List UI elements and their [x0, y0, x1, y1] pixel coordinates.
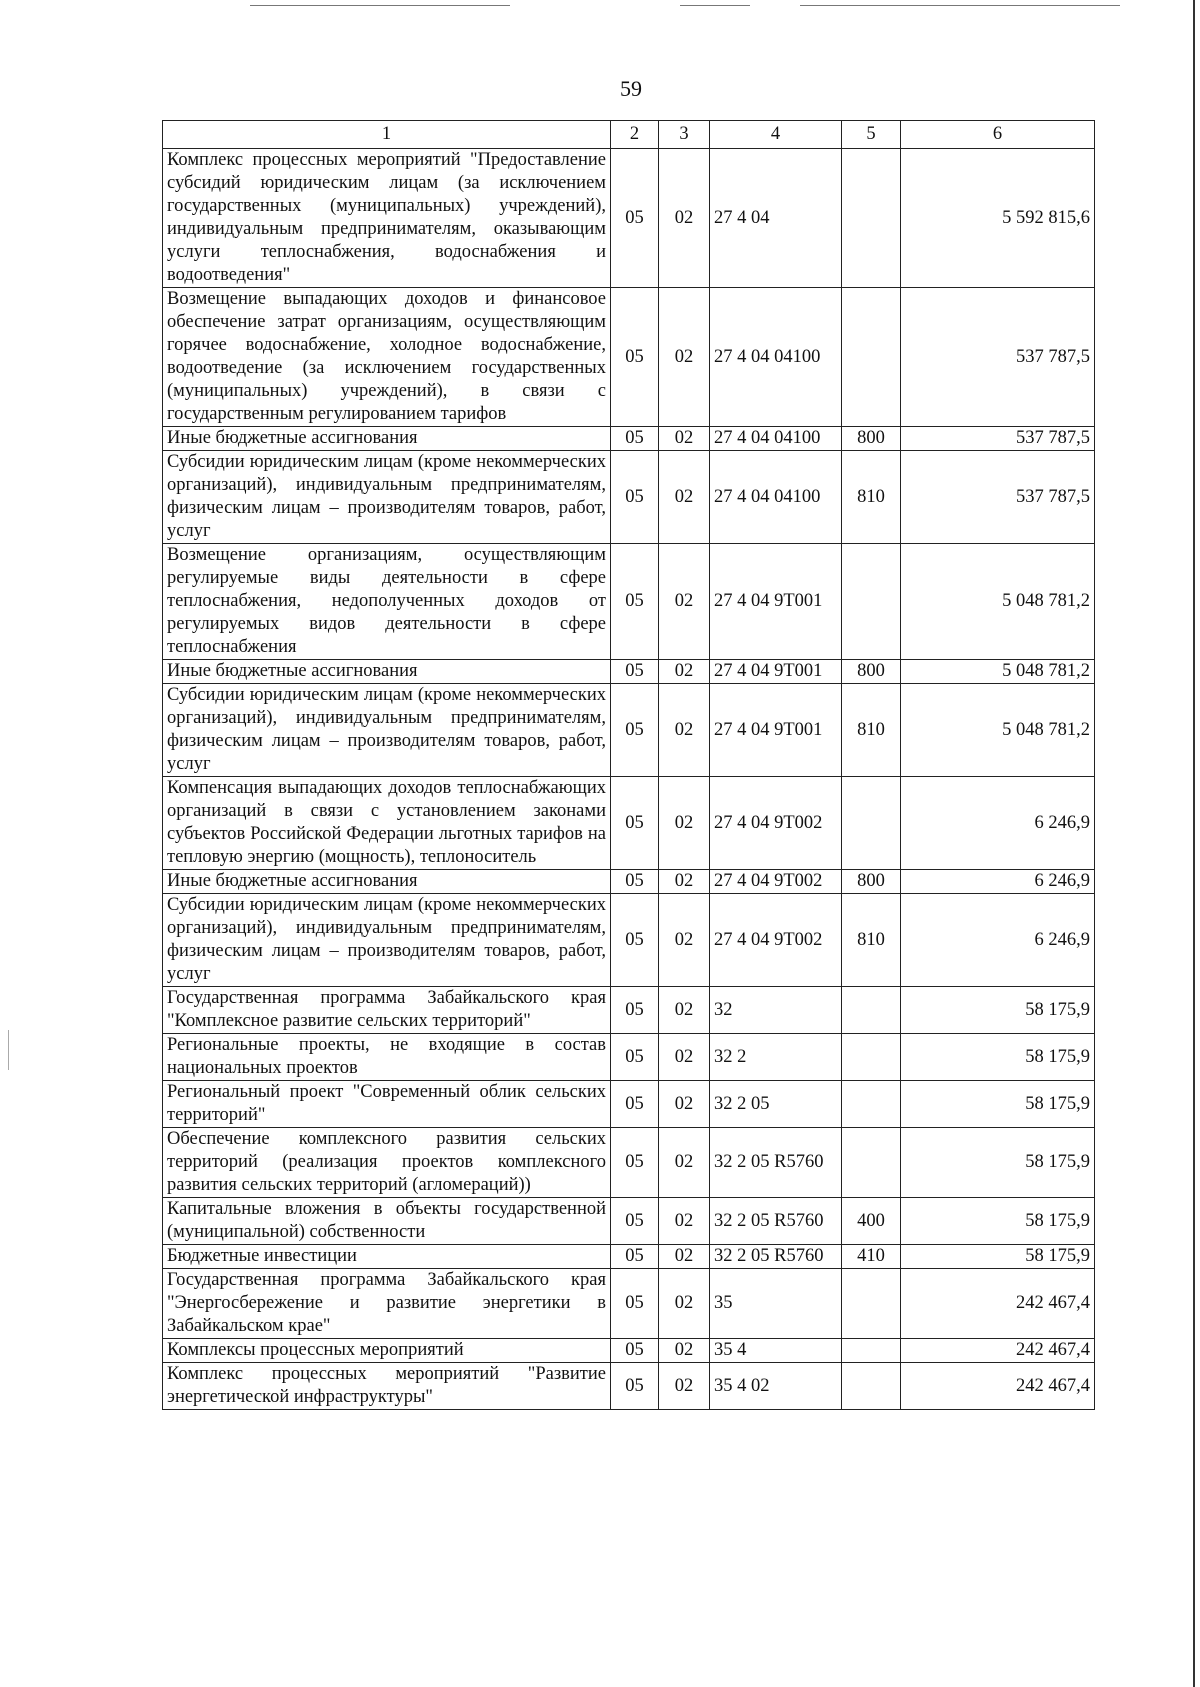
cell-subsection: 02 [659, 451, 710, 544]
cell-name: Бюджетные инвестиции [163, 1245, 611, 1269]
table-row [163, 1128, 1095, 1198]
cell-expense-group: 410 [842, 1245, 901, 1269]
table-row [163, 870, 1095, 894]
column-header-subsection: 3 [659, 121, 710, 149]
cell-amount: 537 787,5 [901, 451, 1095, 544]
cell-amount: 58 175,9 [901, 1198, 1095, 1245]
cell-expense-group: 400 [842, 1198, 901, 1245]
cell-subsection: 02 [659, 870, 710, 894]
cell-amount: 5 592 815,6 [901, 149, 1095, 288]
table-row [163, 1198, 1095, 1245]
cell-subsection: 02 [659, 288, 710, 427]
cell-subsection: 02 [659, 660, 710, 684]
cell-target-article: 27 4 04 9Т001 [710, 544, 842, 660]
table-row [163, 987, 1095, 1034]
cell-target-article: 27 4 04 9Т002 [710, 894, 842, 987]
cell-expense-group [842, 1363, 901, 1410]
table-row [163, 777, 1095, 870]
cell-name: Субсидии юридическим лицам (кроме некоммерческих организаций), индивидуальным предпринимателям, физическим лицам – производителям товаров, работ, услуг [163, 451, 611, 544]
cell-amount: 6 246,9 [901, 894, 1095, 987]
cell-subsection: 02 [659, 1269, 710, 1339]
cell-expense-group: 800 [842, 660, 901, 684]
cell-section: 05 [611, 288, 659, 427]
cell-section: 05 [611, 660, 659, 684]
cell-name: Иные бюджетные ассигнования [163, 660, 611, 684]
cell-expense-group [842, 1034, 901, 1081]
cell-target-article: 27 4 04 04100 [710, 288, 842, 427]
cell-subsection: 02 [659, 544, 710, 660]
cell-expense-group [842, 1128, 901, 1198]
column-header-section: 2 [611, 121, 659, 149]
cell-amount: 537 787,5 [901, 427, 1095, 451]
cell-subsection: 02 [659, 1339, 710, 1363]
cell-target-article: 32 2 [710, 1034, 842, 1081]
cell-name: Субсидии юридическим лицам (кроме некоммерческих организаций), индивидуальным предпринимателям, физическим лицам – производителям товаров, работ, услуг [163, 894, 611, 987]
column-header-amount: 6 [901, 121, 1095, 149]
scan-artifact-right-edge [1193, 0, 1195, 1687]
cell-amount: 242 467,4 [901, 1269, 1095, 1339]
cell-amount: 58 175,9 [901, 1034, 1095, 1081]
page-number: 59 [620, 76, 642, 101]
cell-amount: 5 048 781,2 [901, 684, 1095, 777]
cell-expense-group: 810 [842, 684, 901, 777]
cell-amount: 6 246,9 [901, 777, 1095, 870]
cell-target-article: 27 4 04 04100 [710, 427, 842, 451]
cell-section: 05 [611, 1198, 659, 1245]
cell-name: Государственная программа Забайкальского края "Комплексное развитие сельских территорий" [163, 987, 611, 1034]
table-header-row [163, 121, 1095, 149]
cell-section: 05 [611, 1339, 659, 1363]
cell-subsection: 02 [659, 777, 710, 870]
cell-target-article: 27 4 04 9Т002 [710, 777, 842, 870]
cell-target-article: 32 2 05 R5760 [710, 1128, 842, 1198]
cell-name: Иные бюджетные ассигнования [163, 427, 611, 451]
cell-expense-group [842, 288, 901, 427]
cell-name: Региональные проекты, не входящие в состав национальных проектов [163, 1034, 611, 1081]
cell-expense-group [842, 149, 901, 288]
cell-target-article: 35 [710, 1269, 842, 1339]
column-header-expense-group: 5 [842, 121, 901, 149]
table-row [163, 451, 1095, 544]
cell-target-article: 32 2 05 R5760 [710, 1245, 842, 1269]
cell-subsection: 02 [659, 427, 710, 451]
cell-name: Иные бюджетные ассигнования [163, 870, 611, 894]
cell-section: 05 [611, 894, 659, 987]
table-row [163, 1081, 1095, 1128]
cell-amount: 58 175,9 [901, 987, 1095, 1034]
table-row [163, 894, 1095, 987]
cell-subsection: 02 [659, 684, 710, 777]
cell-expense-group: 810 [842, 894, 901, 987]
table-body [163, 149, 1095, 1410]
cell-target-article: 35 4 02 [710, 1363, 842, 1410]
cell-expense-group [842, 1269, 901, 1339]
scan-artifact-top-line [680, 5, 750, 6]
cell-target-article: 32 2 05 [710, 1081, 842, 1128]
cell-target-article: 35 4 [710, 1339, 842, 1363]
cell-section: 05 [611, 1269, 659, 1339]
cell-expense-group: 810 [842, 451, 901, 544]
cell-target-article: 27 4 04 04100 [710, 451, 842, 544]
cell-name: Капитальные вложения в объекты государственной (муниципальной) собственности [163, 1198, 611, 1245]
cell-target-article: 27 4 04 9Т002 [710, 870, 842, 894]
cell-subsection: 02 [659, 1034, 710, 1081]
cell-name: Государственная программа Забайкальского края "Энергосбережение и развитие энергетики в Забайкальском крае" [163, 1269, 611, 1339]
table-row [163, 1269, 1095, 1339]
cell-amount: 58 175,9 [901, 1081, 1095, 1128]
cell-section: 05 [611, 1081, 659, 1128]
cell-name: Компенсация выпадающих доходов теплоснабжающих организаций в связи с установлением законами субъектов Российской Федерации льготных тарифов на тепловую энергию (мощность), теплоноситель [163, 777, 611, 870]
cell-name: Обеспечение комплексного развития сельских территорий (реализация проектов комплексного развития сельских территорий (агломераций)) [163, 1128, 611, 1198]
cell-target-article: 32 [710, 987, 842, 1034]
cell-section: 05 [611, 451, 659, 544]
cell-target-article: 27 4 04 9Т001 [710, 684, 842, 777]
cell-subsection: 02 [659, 894, 710, 987]
table-row [163, 1363, 1095, 1410]
cell-name: Возмещение организациям, осуществляющим регулируемые виды деятельности в сфере теплоснабжения, недополученных доходов от регулируемых видов деятельности в сфере теплоснабжения [163, 544, 611, 660]
table-row [163, 660, 1095, 684]
table-row [163, 684, 1095, 777]
cell-section: 05 [611, 544, 659, 660]
table-row [163, 427, 1095, 451]
table-row [163, 1245, 1095, 1269]
budget-table [162, 120, 1095, 1410]
cell-section: 05 [611, 1245, 659, 1269]
cell-target-article: 27 4 04 9Т001 [710, 660, 842, 684]
cell-amount: 6 246,9 [901, 870, 1095, 894]
table-row [163, 288, 1095, 427]
column-header-name: 1 [163, 121, 611, 149]
cell-subsection: 02 [659, 149, 710, 288]
cell-section: 05 [611, 987, 659, 1034]
cell-section: 05 [611, 777, 659, 870]
scan-artifact-left-tick [8, 1030, 9, 1070]
cell-amount: 58 175,9 [901, 1245, 1095, 1269]
cell-subsection: 02 [659, 1198, 710, 1245]
cell-expense-group [842, 777, 901, 870]
cell-subsection: 02 [659, 1363, 710, 1410]
cell-subsection: 02 [659, 987, 710, 1034]
cell-subsection: 02 [659, 1081, 710, 1128]
cell-amount: 58 175,9 [901, 1128, 1095, 1198]
cell-name: Субсидии юридическим лицам (кроме некоммерческих организаций), индивидуальным предпринимателям, физическим лицам – производителям товаров, работ, услуг [163, 684, 611, 777]
cell-name: Комплекс процессных мероприятий "Предоставление субсидий юридическим лицам (за исключением государственных (муниципальных) учреждений), индивидуальным предпринимателям, оказывающим услуги теплоснабжения, водоснабжения и водоотведения" [163, 149, 611, 288]
cell-expense-group [842, 544, 901, 660]
cell-section: 05 [611, 684, 659, 777]
cell-amount: 5 048 781,2 [901, 660, 1095, 684]
cell-expense-group: 800 [842, 427, 901, 451]
column-header-target-article: 4 [710, 121, 842, 149]
cell-expense-group [842, 1081, 901, 1128]
cell-subsection: 02 [659, 1128, 710, 1198]
cell-amount: 537 787,5 [901, 288, 1095, 427]
cell-name: Комплекс процессных мероприятий "Развитие энергетической инфраструктуры" [163, 1363, 611, 1410]
table-row [163, 1034, 1095, 1081]
table-row [163, 1339, 1095, 1363]
cell-subsection: 02 [659, 1245, 710, 1269]
cell-section: 05 [611, 427, 659, 451]
cell-amount: 5 048 781,2 [901, 544, 1095, 660]
cell-expense-group: 800 [842, 870, 901, 894]
cell-name: Комплексы процессных мероприятий [163, 1339, 611, 1363]
scan-artifact-top-line [250, 5, 510, 6]
cell-section: 05 [611, 1128, 659, 1198]
cell-section: 05 [611, 1363, 659, 1410]
scan-artifact-top-line [800, 5, 1120, 6]
cell-amount: 242 467,4 [901, 1339, 1095, 1363]
table-row [163, 149, 1095, 288]
cell-section: 05 [611, 149, 659, 288]
cell-name: Возмещение выпадающих доходов и финансовое обеспечение затрат организациям, осуществляющим горячее водоснабжение, холодное водоснабжение, водоотведение (за исключением государственных (муниципальных) учреждений), в связи с государственным регулированием тарифов [163, 288, 611, 427]
cell-section: 05 [611, 870, 659, 894]
cell-expense-group [842, 1339, 901, 1363]
table-row [163, 544, 1095, 660]
cell-section: 05 [611, 1034, 659, 1081]
cell-target-article: 27 4 04 [710, 149, 842, 288]
cell-amount: 242 467,4 [901, 1363, 1095, 1410]
cell-expense-group [842, 987, 901, 1034]
cell-target-article: 32 2 05 R5760 [710, 1198, 842, 1245]
cell-name: Региональный проект "Современный облик сельских территорий" [163, 1081, 611, 1128]
